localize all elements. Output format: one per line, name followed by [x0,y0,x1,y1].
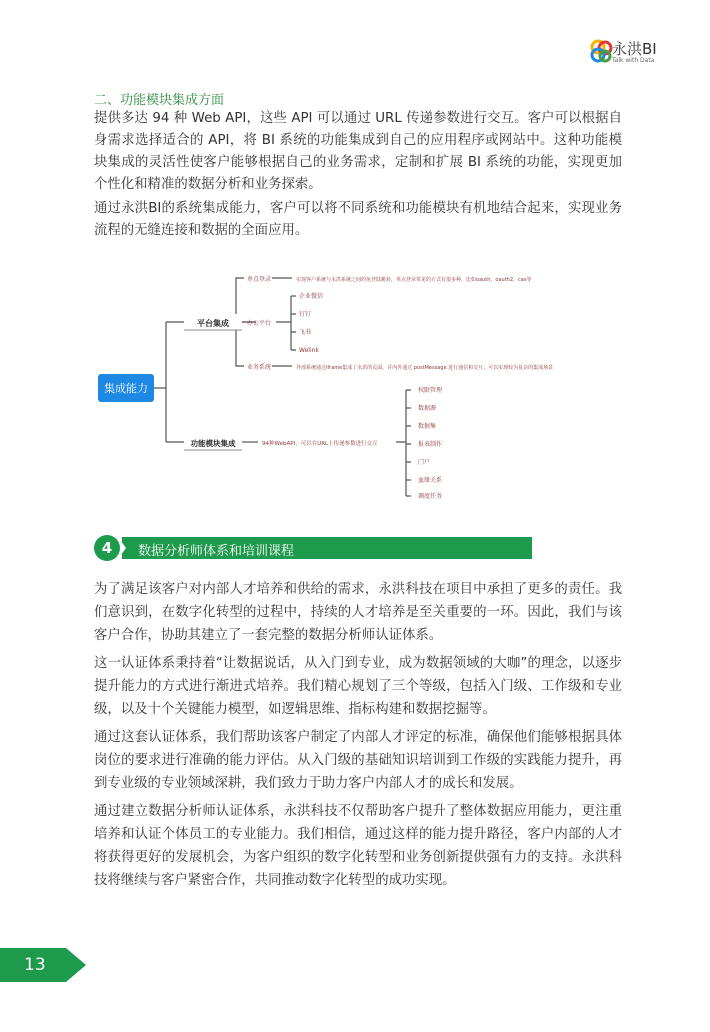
mindmap-office-label: 办公平台 [247,320,272,327]
mindmap-module-item: 门户 [418,459,431,466]
mindmap-office-item: 钉钉 [299,311,312,318]
mindmap-module-item: 数据集 [418,423,437,430]
mindmap-module-item: 数据源 [418,405,437,412]
body-paragraph-4: 通过建立数据分析师认证体系，永洪科技不仅帮助客户提升了整体数据应用能力，更注重培养和认证个体员工的专业能力。我们相信，通过这样的能力提升路径，客户内部的人才将获得更好的发展机会，为客户组织的数字化转型和业务创新提供强有力的支持。永洪科技将继续与客户紧密合作，共同推动数字化转型的成功实现。 [94,804,622,888]
banner-title: 数据分析师体系和培训课程 [138,544,295,559]
body-paragraph-3: 通过这套认证体系，我们帮助该客户制定了内部人才评定的标准，确保他们能够根据具体岗位的要求进行准确的能力评估。从入门级的基础知识培训到工作级的实践能力提升，再到专业级的专业领域深耕，我们致力于助力客户内部人才的成长和发展。 [94,730,622,791]
logo-tagline: Talk with Data [612,57,655,64]
mindmap-office-item: 企业微信 [299,293,324,300]
mindmap-sso-label: 单点登录 [247,276,272,283]
mindmap-module-item: 血缘关系 [418,477,443,484]
mindmap-module-item: 报表制作 [418,441,443,448]
banner-number: 4 [94,535,120,561]
section-heading: 二、功能模块集成方面 [94,93,225,108]
section-paragraph-1: 提供多达 94 种 Web API，这些 API 可以通过 URL 传递参数进行交互。客户可以根据自身需求选择适合的 API，将 BI 系统的功能集成到自己的应用程序或网站中。这种功能模块集成的灵活性使客户能够根据自己的业务需求，定制和扩展 BI 系统的功能，实现更加个性化和精准的数据分析和业务探索。 [94,111,622,192]
page-number: 13 [24,955,46,975]
logo-name: 永洪BI [612,40,657,58]
integration-mindmap [96,266,622,512]
mindmap-office-item: Welink [299,347,319,354]
section-paragraph-2: 通过永洪BI的系统集成能力，客户可以将不同系统和功能模块有机地结合起来，实现业务流程的无缝连接和数据的全面应用。 [94,201,622,238]
mindmap-office-item: 飞书 [299,329,312,336]
mindmap-module-label: 功能模块集成 [190,439,236,448]
mindmap-root-label: 集成能力 [104,382,148,395]
mindmap-biz-label: 业务系统 [247,364,272,371]
mindmap-platform-label: 平台集成 [197,319,229,328]
mindmap-module-desc: 94种WebAPI，可以在URL上传递参数进行交互 [262,441,378,447]
mindmap-module-item: 调度任务 [418,493,443,500]
mindmap-sso-desc: 实现客户系统与永洪系统之间的免登陆跳转，单点登录常见的方式有很多种，比如oauth，oauth2，cas等 [296,277,532,283]
body-paragraph-2: 这一认证体系秉持着“让数据说话，从入门到专业，成为数据领域的大咖”的理念，以逐步提升能力的方式进行渐进式培养。我们精心规划了三个等级，包括入门级、工作级和专业级，以及十个关键能力模型，如逻辑思维、指标构建和数据挖掘等。 [94,656,622,717]
mindmap-biz-desc: 外部系统通过iframe集成了永洪的页面，并内外通过 postMessage 进行通信和交互；可以实现较为复杂的集成场景 [296,365,554,371]
body-paragraph-1: 为了满足该客户对内部人才培养和供给的需求，永洪科技在项目中承担了更多的责任。我们意识到，在数字化转型的过程中，持续的人才培养是至关重要的一环。因此，我们与该客户合作，协助其建立了一套完整的数据分析师认证体系。 [94,582,622,643]
mindmap-module-item: 权限管理 [418,387,443,394]
